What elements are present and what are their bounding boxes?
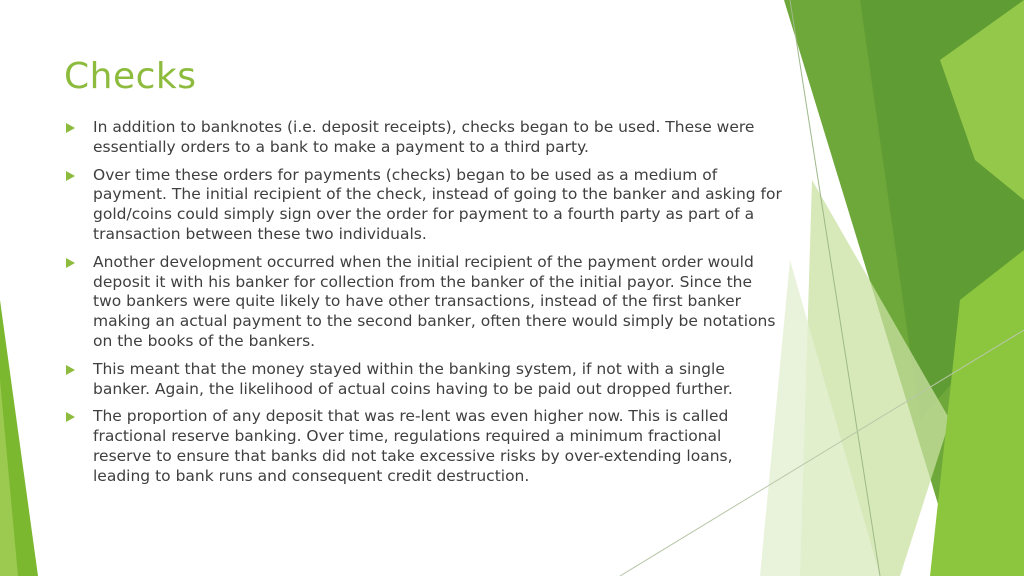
bullet-item: [64, 253, 784, 352]
slide-title: Checks: [64, 56, 197, 97]
bullet-text: The proportion of any deposit that was re-lent was even higher now. This is called fractional reserve banking. Over time, regulations required a minimum fractional reserve to ensure that banks did not take excessive risks by over-extending loans, leading to bank runs and consequent credit destruction.: [93, 407, 733, 485]
bullet-item: [64, 407, 784, 486]
bullet-text: This meant that the money stayed within the banking system, if not with a single banker. Again, the likelihood of actual coins having to be paid out dropped further.: [93, 359, 733, 398]
bullet-text: Another development occurred when the initial recipient of the payment order would deposit it with his banker for collection from the banker of the initial payor. Since the two bankers were quite likely to have other transactions, instead of the first banker making an actual payment to the second banker, often there would simply be notations on the books of the bankers.: [93, 252, 776, 350]
arrow-bullet-icon: [66, 412, 75, 422]
arrow-bullet-icon: [66, 123, 75, 133]
bullet-list: [64, 118, 784, 495]
bullet-item: [64, 166, 784, 245]
bullet-text: In addition to banknotes (i.e. deposit receipts), checks began to be used. These were essentially orders to a bank to make a payment to a third party.: [93, 118, 755, 156]
arrow-bullet-icon: [66, 258, 75, 268]
bullet-item: [64, 118, 784, 158]
arrow-bullet-icon: [66, 365, 75, 375]
bullet-item: [64, 360, 784, 400]
arrow-bullet-icon: [66, 171, 75, 181]
bullet-text: Over time these orders for payments (checks) began to be used as a medium of payment. The initial recipient of the check, instead of going to the banker and asking for gold/coins could simply sign over the order for payment to a fourth party as part of a transaction between these two individuals.: [93, 165, 782, 243]
